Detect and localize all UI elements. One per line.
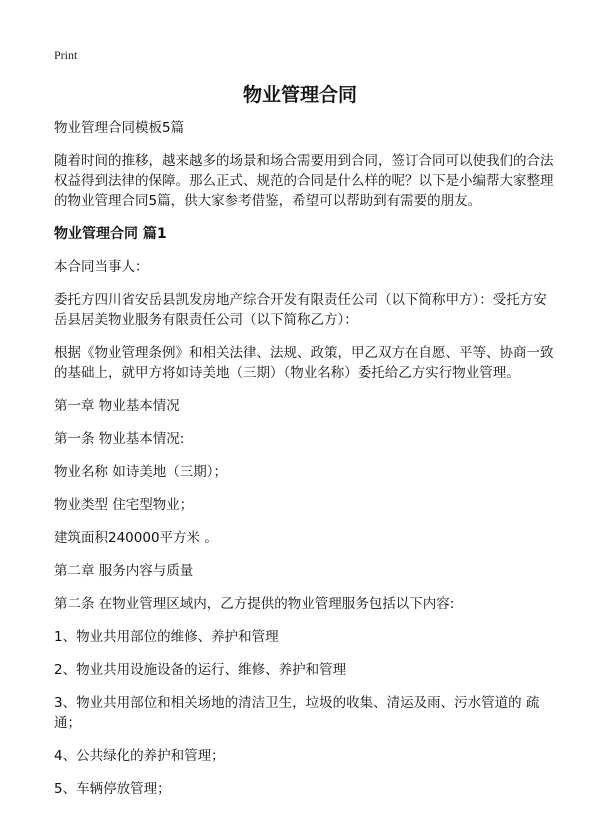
list-item: 2、物业共用设施设备的运行、维修、养护和管理 (54, 662, 347, 678)
document-subtitle: 物业管理合同模板5篇 (54, 120, 185, 136)
chapter-two-heading: 第二章 服务内容与质量 (54, 563, 194, 579)
list-item: 3、物业共用部位和相关场地的清洁卫生，垃圾的收集、清运及雨、污水管道的 疏通； (54, 695, 540, 731)
paragraph-basis: 根据《物业管理条例》和相关法律、法规、政策，甲乙双方在自愿、平等、协商一致的基础上，就甲方将如诗美地（三期）（物业名称）委托给乙方实行物业管理。 (54, 345, 554, 381)
article-one: 第一条 物业基本情况: (54, 431, 185, 447)
paragraph-parties: 本合同当事人： (54, 259, 149, 275)
list-item: 4、公共绿化的养护和管理； (54, 748, 225, 764)
section-heading: 物业管理合同 篇1 (54, 226, 167, 242)
document-body (54, 118, 554, 812)
paragraph-principal: 委托方四川省安岳县凯发房地产综合开发有限责任公司（以下简称甲方）：受托方安岳县居美物业服务有限责任公司（以下简称乙方）： (54, 292, 547, 328)
building-area: 建筑面积240000平方米 。 (54, 530, 218, 546)
chapter-one-heading: 第一章 物业基本情况 (54, 398, 180, 414)
property-name: 物业名称 如诗美地（三期）； (54, 464, 228, 480)
document-title: 物业管理合同 (242, 84, 357, 106)
property-type: 物业类型 住宅型物业； (54, 497, 194, 513)
article-two: 第二条 在物业管理区域内，乙方提供的物业管理服务包括以下内容: (54, 596, 455, 612)
list-item: 5、车辆停放管理； (54, 781, 171, 797)
list-item: 1、物业共用部位的维修、养护和管理 (54, 629, 279, 645)
print-label[interactable]: Print (54, 48, 78, 62)
intro-paragraph: 随着时间的推移，越来越多的场景和场合需要用到合同，签订合同可以使我们的合法权益得到法律的保障。那么正式、规范的合同是什么样的呢？以下是小编帮大家整理的物业管理合同5篇，供大家参考借鉴，希望可以帮助到有需要的朋友。 (54, 153, 554, 209)
